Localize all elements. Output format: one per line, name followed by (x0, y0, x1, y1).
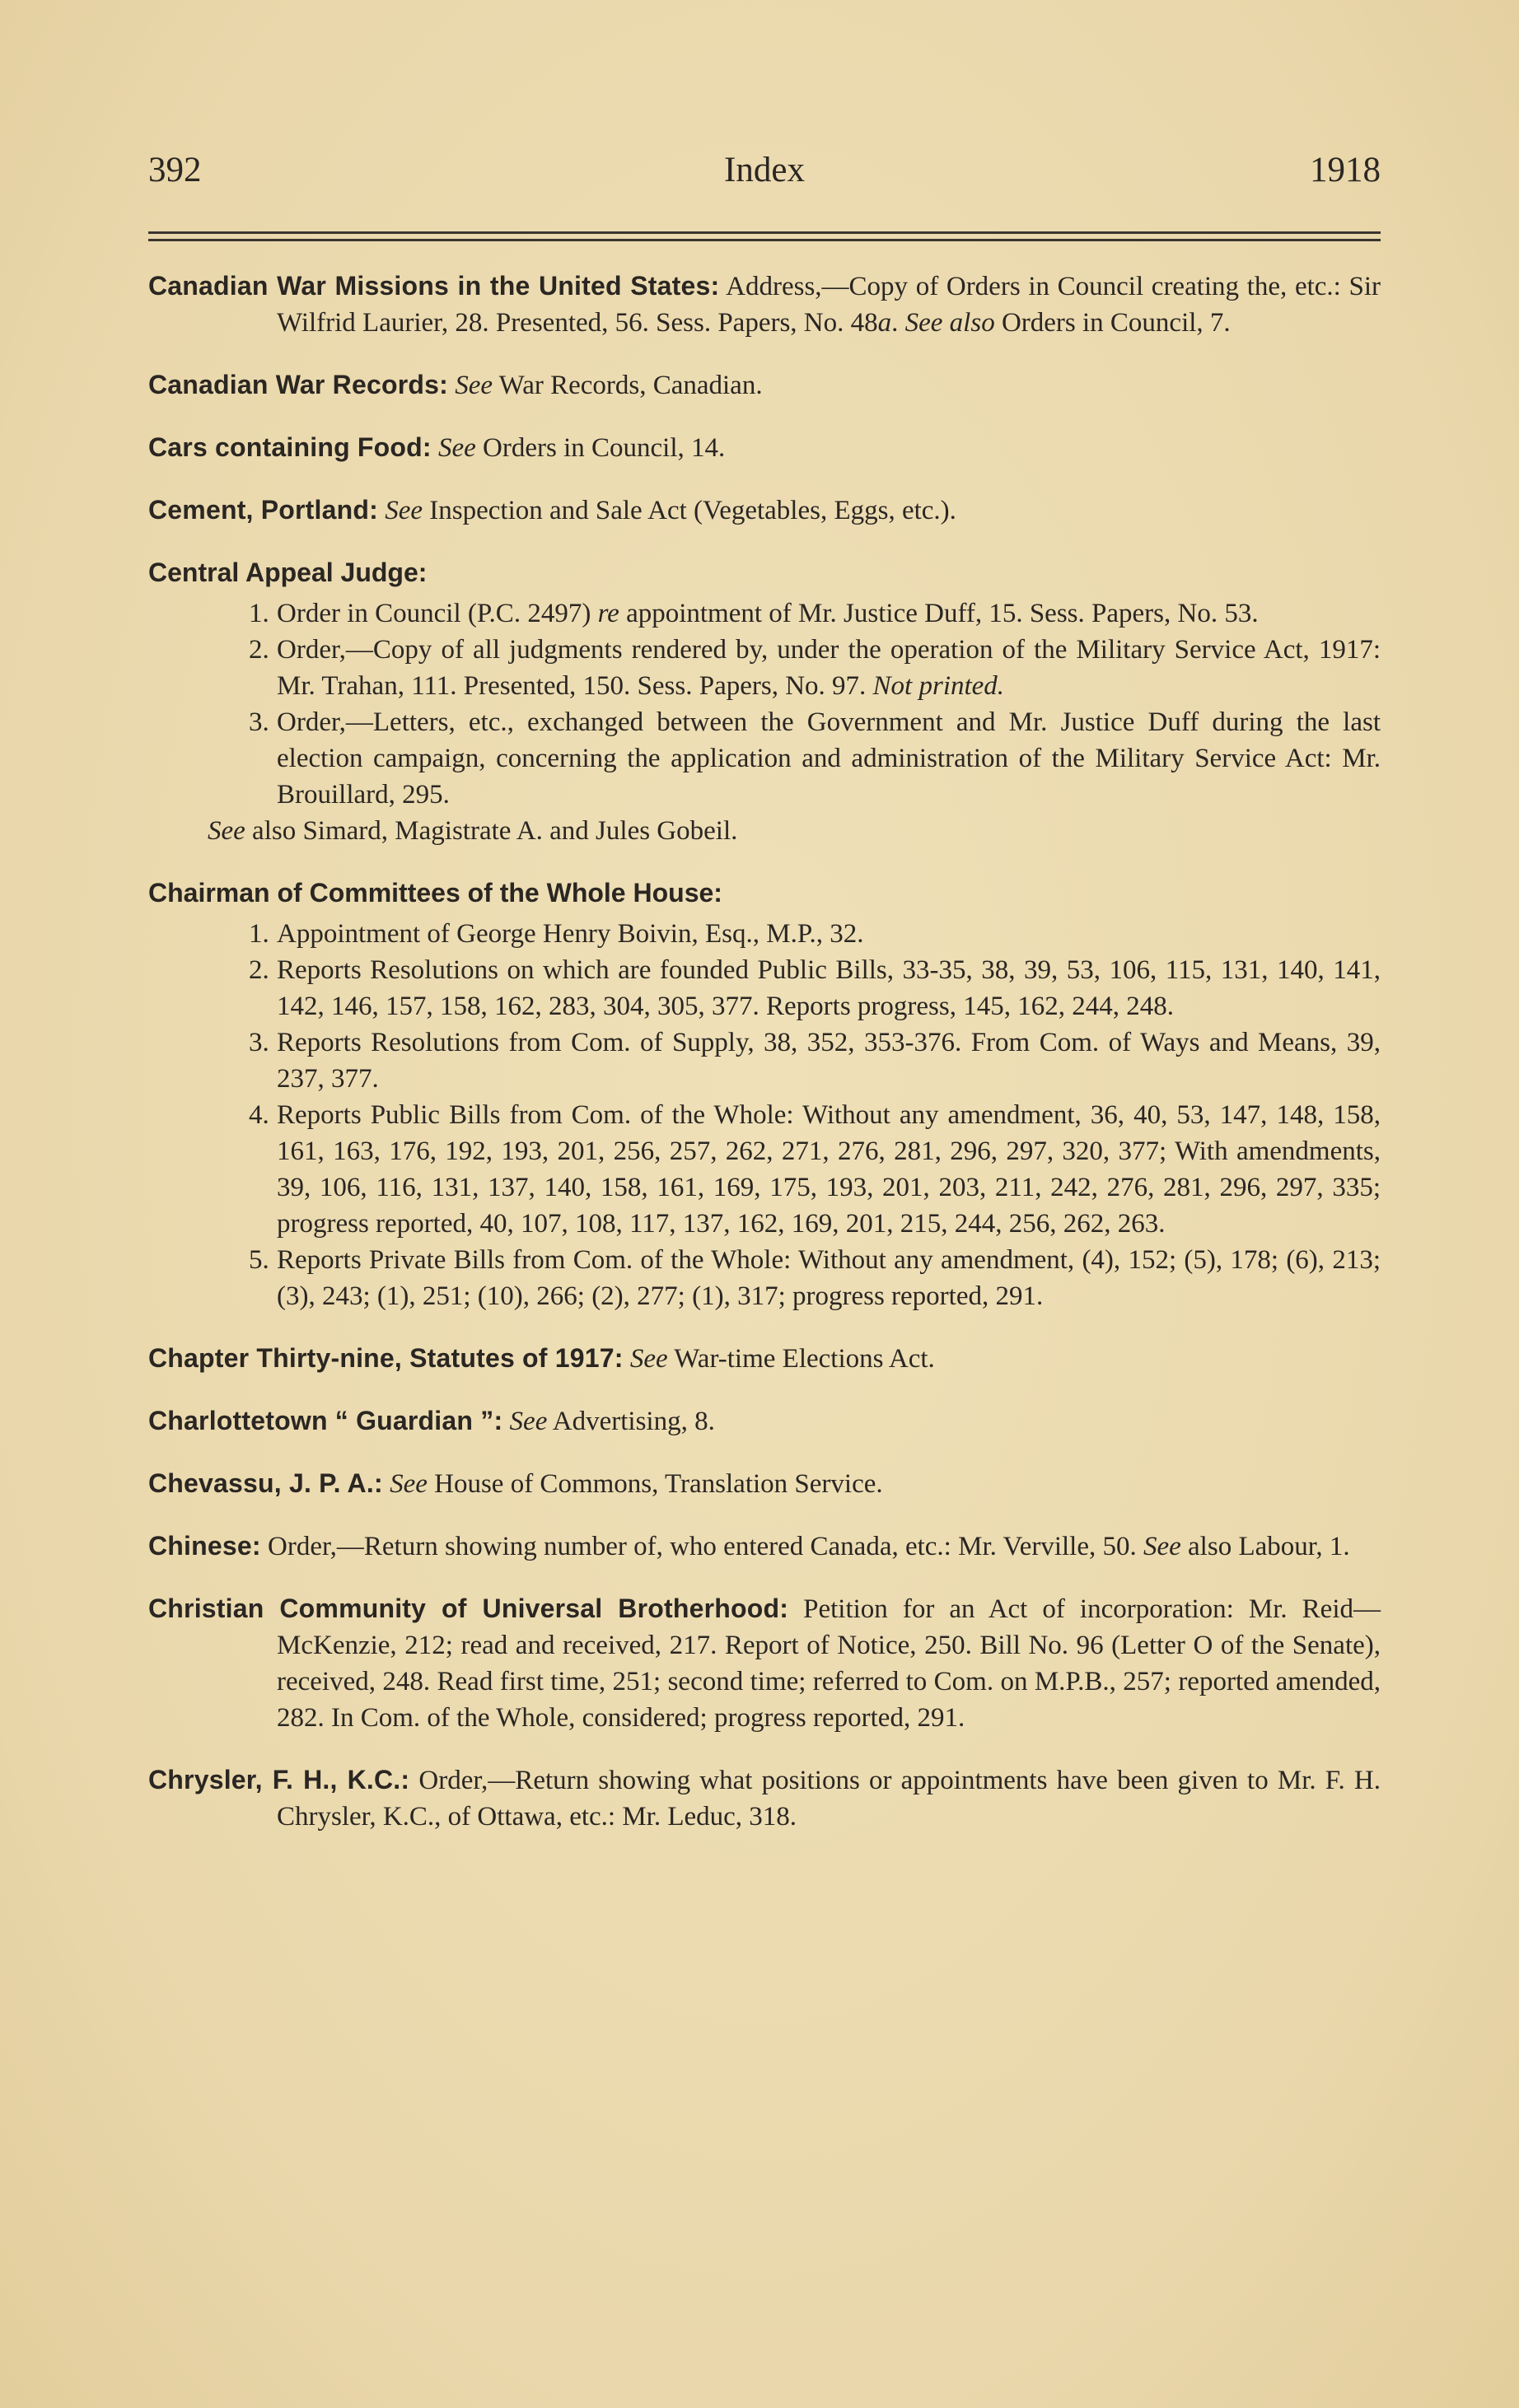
sub-number: 1. (249, 919, 269, 949)
entry-see: See (385, 496, 423, 525)
entry-see: See (455, 371, 493, 400)
sub-number: 2. (249, 635, 269, 665)
sub-entry (148, 1242, 1381, 1314)
entry-see: See (1143, 1532, 1181, 1561)
sub-text: Order,—Letters, etc., exchanged between the Government and Mr. Justice Duff during the last election campaign, concerning the application and administration of the Military Service Act: Mr. Brouillard, 295. (277, 707, 1381, 810)
sub-number: 3. (249, 707, 269, 737)
entry-see: See (438, 433, 476, 463)
page-header (148, 150, 1381, 199)
index-entry (148, 875, 1381, 1314)
page-year: 1918 (1310, 151, 1381, 189)
sub-number: 3. (249, 1028, 269, 1057)
entry-text: . (891, 308, 905, 338)
index-entry: Christian Community of Universal Brotherhood: Petition for an Act of incorporation: Mr. Reid—McKenzie, 212; read and received, 217. Report of Notice, 250. Bill No. 96 (Letter O of the Senate), received, 248. Read first time, 251; second time; referred to Com. on M.P.B., 257; reported amended, 282. In Com. of the Whole, considered; progress reported, 291. (148, 1594, 1381, 1733)
index-entry: Cars containing Food: See Orders in Council, 14. (148, 432, 726, 463)
entry-see: See (390, 1469, 428, 1499)
sub-number: 2. (249, 955, 269, 985)
sub-entry (148, 632, 1381, 704)
index-entry (148, 554, 1381, 849)
entry-heading: Canadian War Records (148, 370, 440, 399)
entry-text: Orders in Council, 7. (994, 308, 1231, 338)
entry-see: See (629, 1344, 668, 1374)
entry-heading: Chapter Thirty-nine, Statutes of 1917 (148, 1343, 615, 1373)
index-entries (148, 268, 1381, 1860)
index-entry: Canadian War Missions in the United States: Address,—Copy of Orders in Council creating the, etc.: Sir Wilfrid Laurier, 28. Presented, 56. Sess. Papers, No. 48a. See also Orders in Council, 7. (148, 271, 1381, 338)
entry-text: Address,—Copy of Orders in Council creating the, etc.: Sir Wilfrid Laurier, 28. Presented, 56. Sess. Papers, No. 48 (277, 272, 1381, 338)
entry-text: War-time Elections Act. (667, 1344, 935, 1374)
entry-text: Order,—Return showing number of, who entered Canada, etc.: Mr. Verville, 50. (268, 1532, 1143, 1561)
sub-text: Reports Resolutions from Com. of Supply, 38, 352, 353-376. From Com. of Ways and Means, 39, 237, 377. (277, 1028, 1381, 1094)
entry-text: Petition for an Act of incorporation: Mr. Reid—McKenzie, 212; read and received, 217. Report of Notice, 250. Bill No. 96 (Letter O of the Senate), received, 248. Read first time, 251; second time; referred to Com. on M.P.B., 257; reported amended, 282. In Com. of the Whole, considered; progress reported, 291. (277, 1594, 1381, 1733)
index-entry: Charlottetown “ Guardian ”: See Advertising, 8. (148, 1406, 715, 1436)
header-rule-bottom (148, 239, 1381, 241)
entry-heading: Charlottetown “ Guardian ” (148, 1406, 494, 1435)
entry-heading: Canadian War Missions in the United States (148, 271, 711, 301)
entry-text: House of Commons, Translation Service. (427, 1469, 883, 1499)
entry-text: also Labour, 1. (1180, 1532, 1350, 1561)
sub-text: Reports Public Bills from Com. of the Whole: Without any amendment, 36, 40, 53, 147, 148, 158, 161, 163, 176, 192, 193, 201, 256, 257, 262, 271, 276, 281, 296, 297, 320, 377; With amendments, 39, 106, 116, 131, 137, 140, 158, 161, 169, 175, 193, 201, 203, 211, 242, 276, 281, 296, 297, 335; progress reported, 40, 107, 108, 117, 137, 162, 169, 201, 215, 244, 256, 262, 263. (277, 1100, 1381, 1239)
entry-text: War Records, Canadian. (493, 371, 763, 400)
sub-entry (148, 952, 1381, 1024)
entry-text: also Simard, Magistrate A. and Jules Gobeil. (245, 816, 738, 846)
sub-entry (148, 704, 1381, 813)
entry-text: Order,—Return showing what positions or appointments have been given to Mr. F. H. Chrysler, K.C., of Ottawa, etc.: Mr. Leduc, 318. (277, 1766, 1381, 1832)
index-entry: Chinese: Order,—Return showing number of, who entered Canada, etc.: Mr. Verville, 50. See also Labour, 1. (148, 1531, 1350, 1561)
entry-see: See also (904, 308, 995, 338)
sub-text: appointment of Mr. Justice Duff, 15. Sess. Papers, No. 53. (619, 599, 1259, 628)
sub-text: Order in Council (P.C. 2497) (277, 599, 598, 628)
index-entry: Chevassu, J. P. A.: See House of Commons, Translation Service. (148, 1468, 883, 1499)
entry-heading: Cement, Portland (148, 495, 370, 525)
index-entry: Cement, Portland: See Inspection and Sale Act (Vegetables, Eggs, etc.). (148, 495, 956, 525)
sub-entry (148, 595, 1381, 632)
see-also (148, 813, 1381, 849)
sub-number: 5. (249, 1245, 269, 1275)
entry-heading: Cars containing Food (148, 432, 423, 462)
entry-text: Orders in Council, 14. (475, 433, 726, 463)
sub-entry (148, 916, 1381, 952)
entry-italic: a (877, 308, 892, 338)
entry-heading: Chrysler, F. H., K.C. (148, 1765, 401, 1794)
sub-text: Reports Resolutions on which are founded Public Bills, 33-35, 38, 39, 53, 106, 115, 131, 140, 141, 142, 146, 157, 158, 162, 283, 304, 305, 377. Reports progress, 145, 162, 244, 248. (277, 955, 1381, 1021)
page-title: Index (724, 151, 805, 189)
index-entry: Chapter Thirty-nine, Statutes of 1917: See War-time Elections Act. (148, 1343, 935, 1374)
index-entry: Chrysler, F. H., K.C.: Order,—Return showing what positions or appointments have been given to Mr. F. H. Chrysler, K.C., of Ottawa, etc.: Mr. Leduc, 318. (148, 1765, 1381, 1832)
entry-text: Advertising, 8. (547, 1407, 715, 1436)
index-entry: Canadian War Records: See War Records, Canadian. (148, 370, 763, 400)
entry-text: Inspection and Sale Act (Vegetables, Eggs, etc.). (423, 496, 956, 525)
entry-heading: Chinese (148, 1531, 252, 1561)
sub-italic: Not printed. (872, 671, 1005, 701)
sub-italic: re (597, 599, 619, 628)
sub-text: Reports Private Bills from Com. of the Whole: Without any amendment, (4), 152; (5), 178; (6), 213; (3), 243; (1), 251; (10), 266; (2), 277; (1), 317; progress reported, 291. (277, 1245, 1381, 1311)
sub-text: Order,—Copy of all judgments rendered by, under the operation of the Military Service Act, 1917: Mr. Trahan, 111. Presented, 150. Sess. Papers, No. 97. (277, 635, 1381, 701)
entry-heading: Chairman of Committees of the Whole House: (148, 878, 722, 908)
sub-text: Appointment of George Henry Boivin, Esq., M.P., 32. (277, 919, 864, 949)
entry-heading: Christian Community of Universal Brotherhood (148, 1594, 780, 1623)
entry-see: See (208, 816, 245, 846)
sub-number: 1. (249, 599, 269, 628)
sub-entry (148, 1024, 1381, 1097)
sub-number: 4. (249, 1100, 269, 1130)
sub-entry (148, 1097, 1381, 1242)
entry-heading: Chevassu, J. P. A. (148, 1468, 374, 1498)
header-rule-top (148, 231, 1381, 234)
entry-see: See (509, 1407, 548, 1436)
entry-heading: Central Appeal Judge: (148, 558, 428, 587)
page-number: 392 (148, 151, 202, 189)
